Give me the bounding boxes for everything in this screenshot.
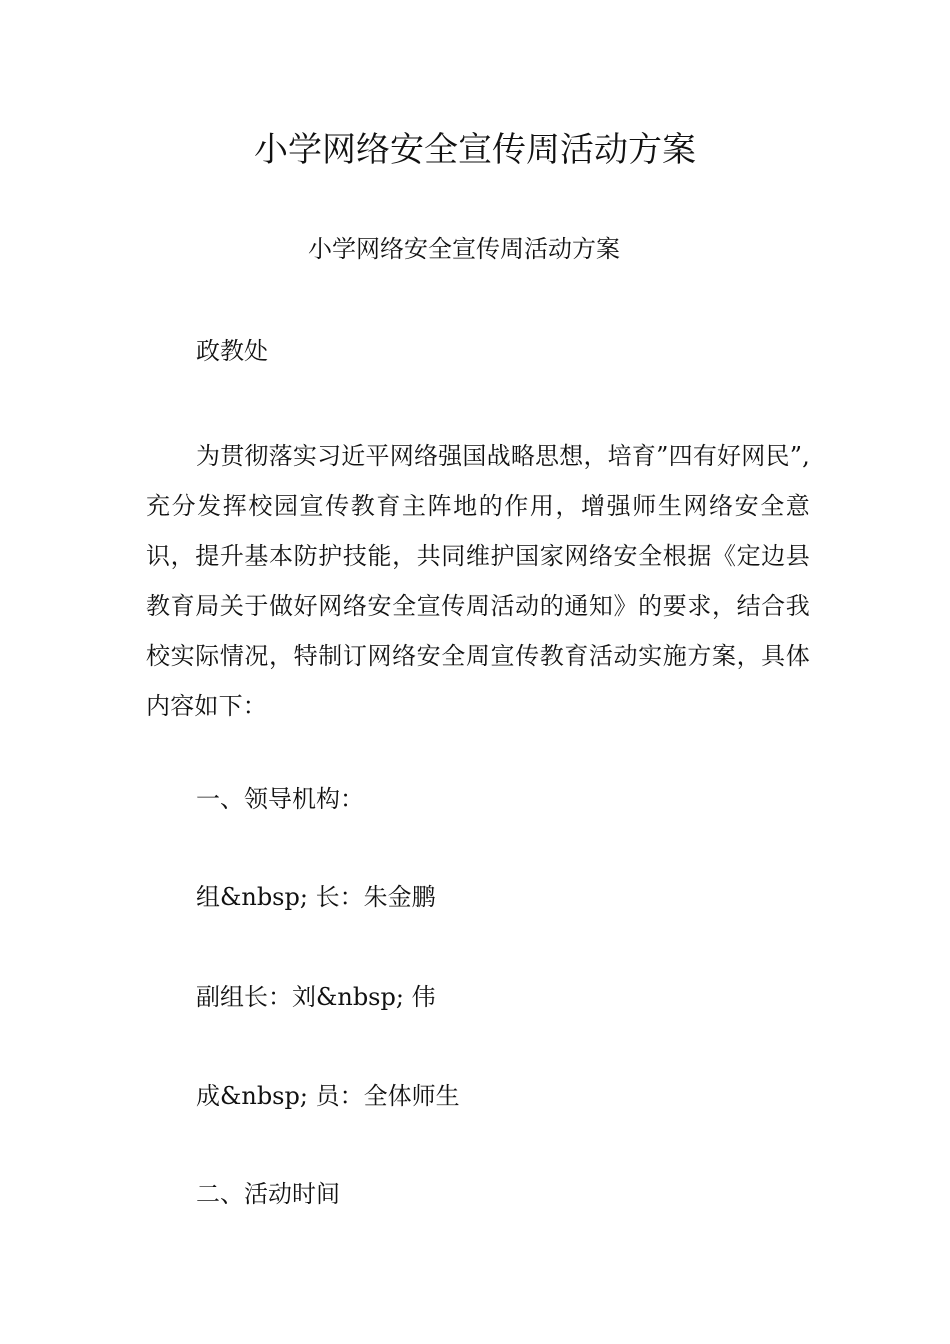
deputy-leader-line: 副组长：刘&nbsp; 伟 bbox=[196, 983, 436, 1011]
document-title: 小学网络安全宣传周活动方案 bbox=[254, 130, 696, 170]
section-heading-leadership: 一、领导机构： bbox=[196, 785, 364, 813]
department-line: 政教处 bbox=[196, 337, 268, 365]
members-line: 成&nbsp; 员：全体师生 bbox=[196, 1082, 460, 1110]
intro-paragraph: 为贯彻落实习近平网络强国战略思想，培育”四有好网民”,充分发挥校园宣传教育主阵地的作用，增强师生网络安全意识，提升基本防护技能，共同维护国家网络安全根据《定边县教育局关于做好网络安全宣传周活动的通知》的要求，结合我校实际情况，特制订网络安全周宣传教育活动实施方案，具体内容如下： bbox=[146, 442, 810, 720]
document-subtitle: 小学网络安全宣传周活动方案 bbox=[308, 235, 620, 263]
section-heading-activity-time: 二、活动时间 bbox=[196, 1180, 340, 1208]
leader-line: 组&nbsp; 长：朱金鹏 bbox=[196, 883, 436, 911]
